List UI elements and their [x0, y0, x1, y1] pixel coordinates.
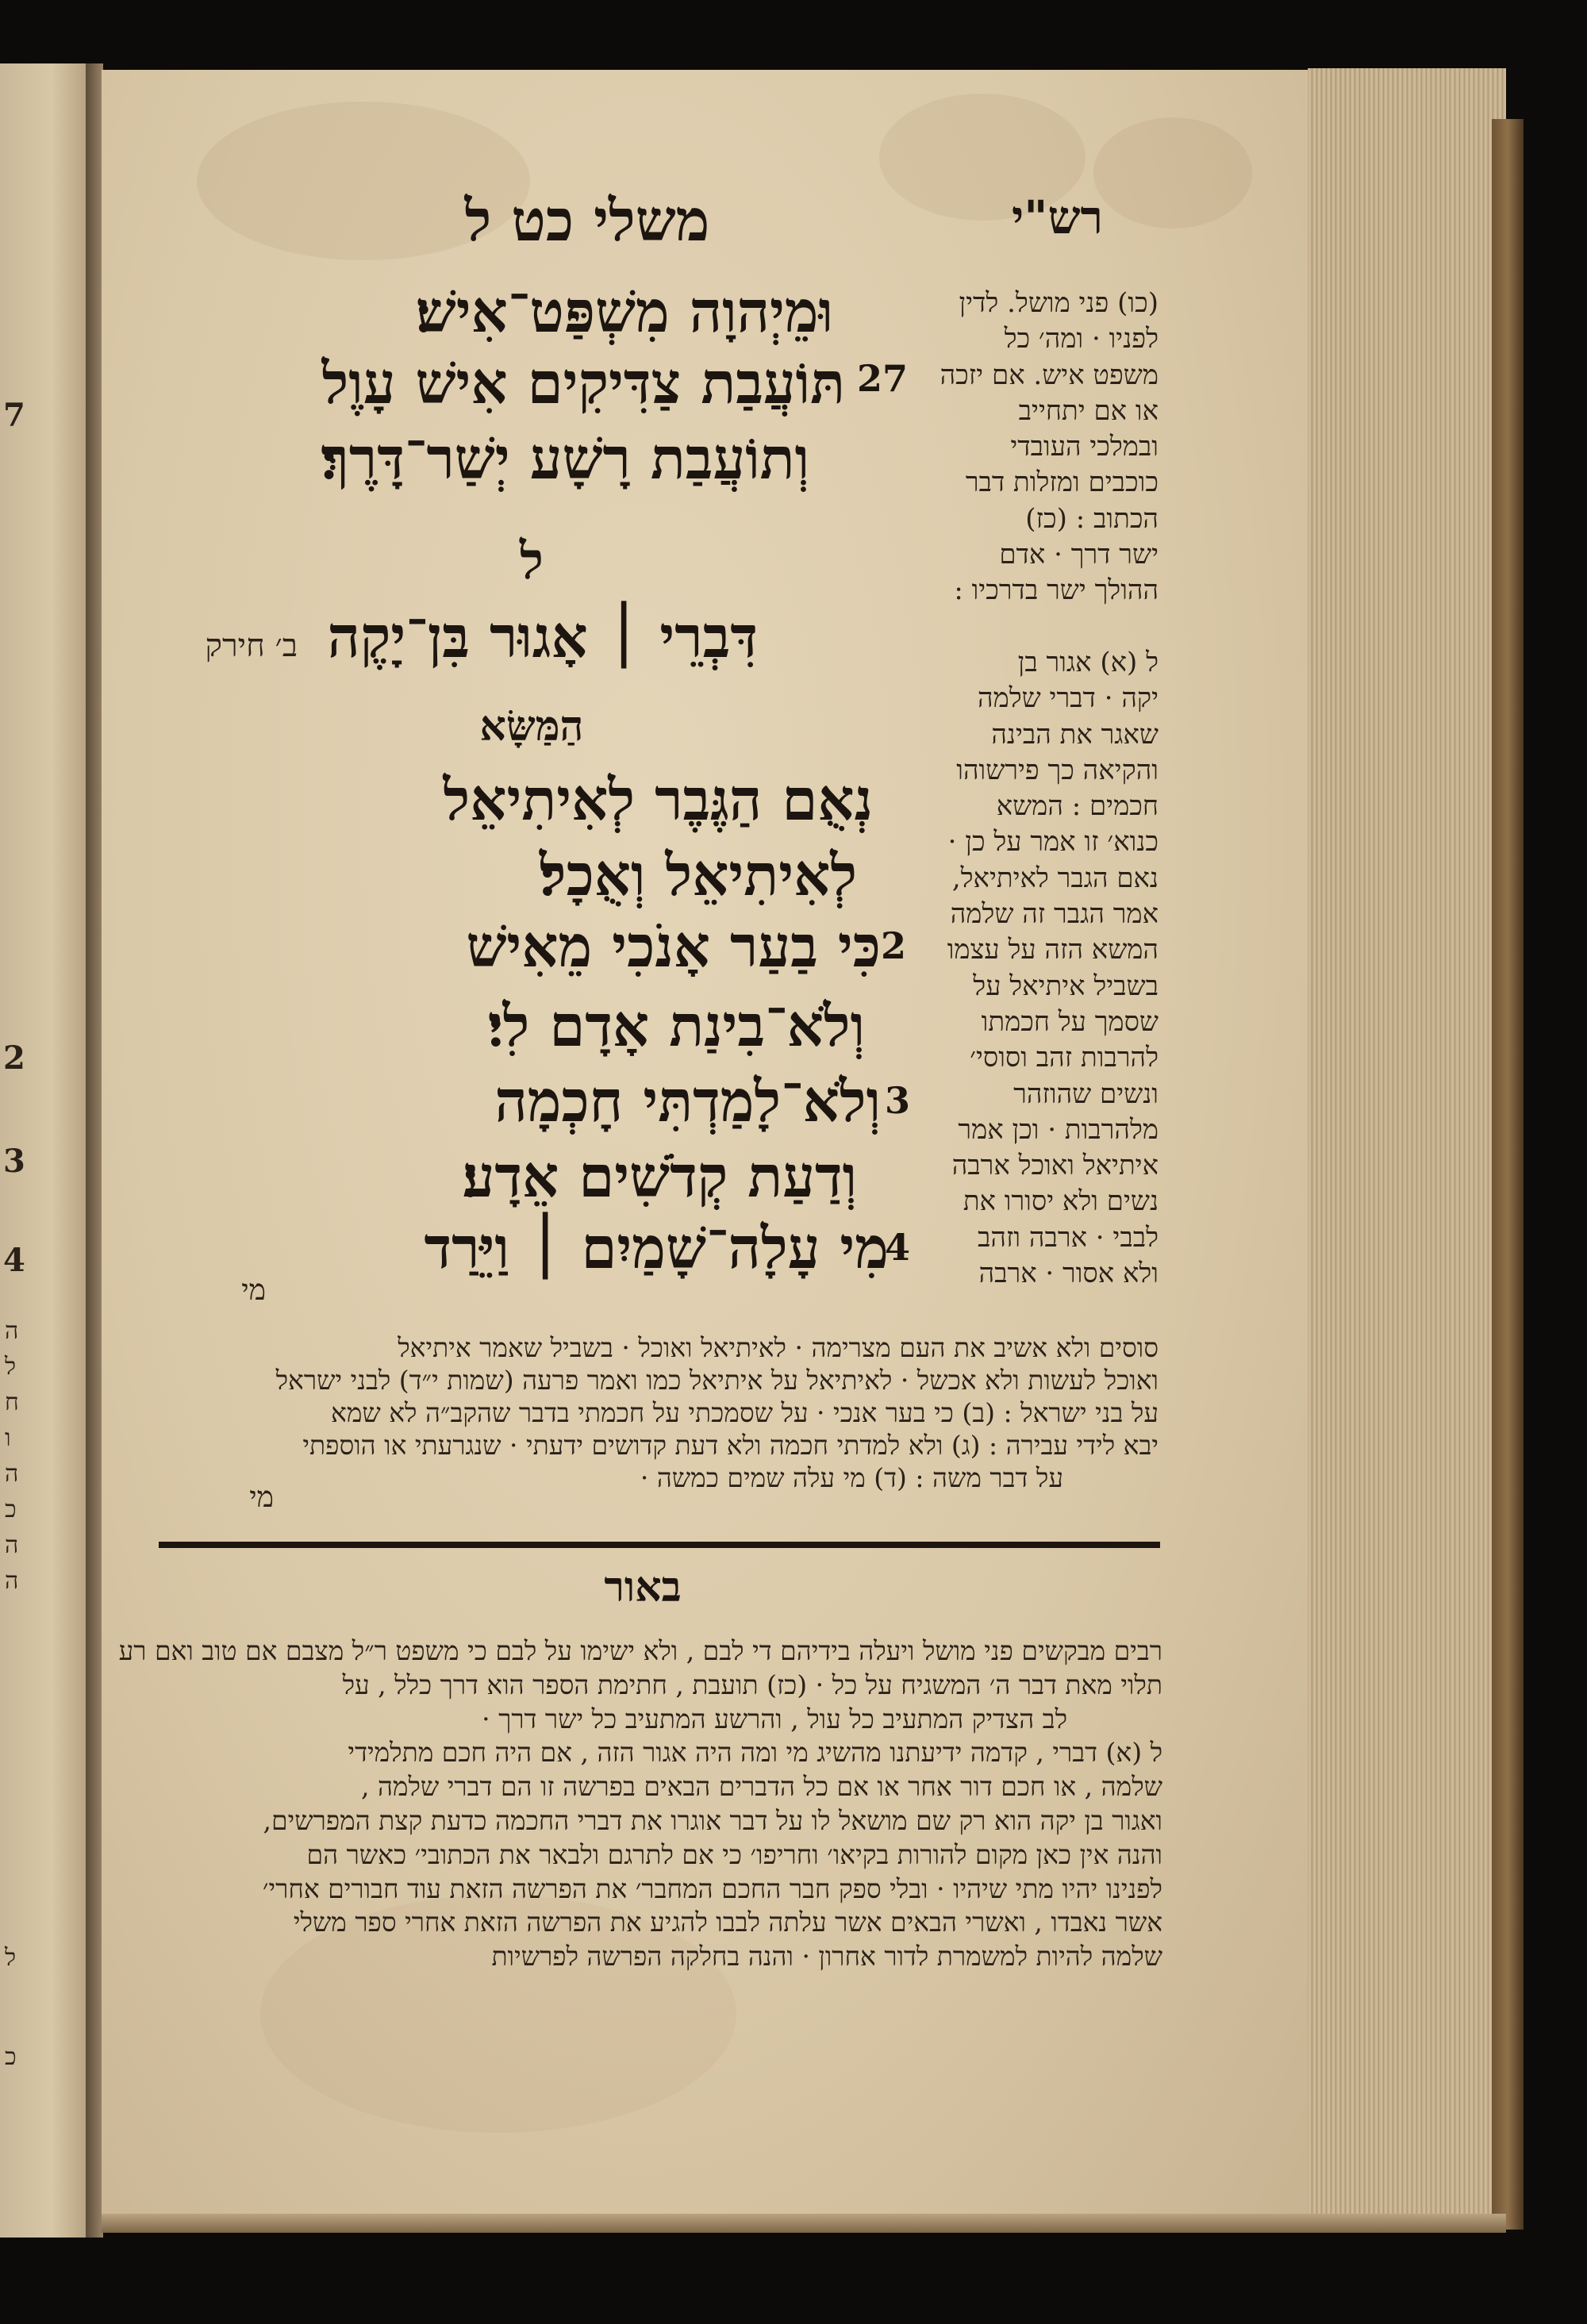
verse-line: כִּי בַעַר אָנֹכִי מֵאִישׁ [466, 912, 881, 980]
rashi-line: ההולך ישר בדרכיו : [954, 574, 1159, 607]
verse-line: דִּבְרֵי ׀ אָגוּר בִּן־יָקֶה [327, 603, 758, 670]
rashi-line: הכתוב : (כז) [1025, 502, 1159, 535]
verse-number: 27 [857, 357, 909, 400]
left-page-mark: כ [5, 2043, 17, 2071]
biur-line: ואגור בן יקה הוא רק שם מושאל לו על דבר אוגרו את דברי החכמה כדעת קצת המפרשים, [263, 1804, 1162, 1836]
rashi-catchword: מי [249, 1481, 274, 1514]
rashi-line: כוכבים ומזלות דבר [965, 467, 1159, 499]
rashi-line: לבבי · ארבה וזהב [978, 1221, 1159, 1254]
verse-line: וְתוֹעֲבַת רָשָׁע יְשַׁר־דָּרֶךְ׃ [321, 424, 809, 492]
hamasa-heading: הַמַּשָּׂא [479, 702, 584, 751]
biur-line: אשר נאבדו , ואשרי הבאים אשר עלתה לבבו להגיע את הפרשה הזאת אחרי ספר משלי [293, 1907, 1162, 1938]
rashi-line: נשים ולא יסורו את [963, 1185, 1159, 1218]
biur-line: לב הצדיק המתעיב כל עול , והרשע המתעיב כל ישר דרך · [482, 1703, 1067, 1734]
verse-line: וּמֵיְהוָה מִשְׁפַּט־אִישׁ׃ [415, 278, 833, 345]
biur-title: באור [604, 1563, 682, 1611]
biur-line: שלמה , או חכם דור אחר או אם כל הדברים הבאים בפרשה זו הם דברי שלמה , [360, 1771, 1162, 1803]
verse-line: נְאֻם הַגֶּבֶר לְאִיתִיאֵל [443, 766, 873, 833]
page-bottom-edge [102, 2214, 1506, 2233]
chapter-header: משלי כט ל [464, 186, 710, 254]
rashi-line: יקה · דברי שלמה [978, 682, 1159, 715]
verse-number: 2 [881, 924, 907, 967]
biur-commentary [118, 1634, 1162, 1974]
rashi-line: ונשים שהוזהר [1013, 1077, 1159, 1110]
rashi-line: מלהרבות · וכן אמר [958, 1113, 1159, 1146]
rashi-line: בשביל איתיאל על [973, 970, 1159, 1002]
biur-line: והנה אין כאן מקום להורות בקיאו׳ וחריפו׳ כי אם לתרגם ולבאר את הכתובי׳ כאשר הם [306, 1838, 1162, 1870]
paper-stain [1093, 117, 1252, 229]
verse-line: מִי עָלָה־שָׁמַיִם ׀ וַיֵּרַד [424, 1214, 889, 1281]
rashi-line: או אם יתחייב [1018, 394, 1159, 427]
left-page-mark: ה [5, 1460, 19, 1488]
rashi-line: המשא הזה על עצמו [947, 934, 1159, 966]
rashi-line: ישר דרך · אדם [999, 539, 1159, 571]
biur-line: לפנינו יהיו מתי שיהיו · ובלי ספק חבר החכם המחבר׳ את הפרשה הזאת עוד חבורים אחרי׳ [262, 1873, 1162, 1904]
biur-line: תלוי מאת דבר ה׳ המשגיח על כל · (כז) תועבת , חתימת הספר הוא דרך כלל , על [342, 1669, 1162, 1700]
rashi-continuation-line: יבא לידי עבירה : (ג) ולא למדתי חכמה ולא דעת קדושים ידעתי · שנגרעתי או הוספתי [302, 1430, 1159, 1461]
verse-line: לְאִיתִיאֵל וְאֻכָל׃ [539, 841, 857, 908]
rashi-line: ל (א) אגור בן [1017, 646, 1159, 678]
left-page-mark: ח [5, 1389, 19, 1416]
rashi-line: כנוא׳ זו אמר על כן · [947, 826, 1159, 859]
biur-line: ל (א) דברי , קדמה ידיעתנו מהשיג מי ומה היה אגור הזה , אם היה חכם מתלמידי [348, 1737, 1162, 1769]
left-page-mark: ה [5, 1567, 19, 1595]
rashi-line: משפט איש. אם יזכה [940, 359, 1159, 391]
biur-line: שלמה להיות למשמרת לדור אחרון · והנה בחלקה הפרשה לפרשיות [491, 1941, 1162, 1973]
rashi-line: ולא אסור · ארבה [978, 1258, 1159, 1290]
book-cover-edge [1492, 119, 1524, 2230]
biur-line: רבים מבקשים פני מושל ויעלה בידיהם די לבם , ולא ישימו על לבם כי משפט ר״ל מצבם אם טוב ואם רע [118, 1635, 1162, 1666]
left-page-mark: 2 [3, 1039, 25, 1077]
rashi-line: איתיאל ואוכל ארבה [951, 1150, 1159, 1182]
book-gutter [86, 63, 103, 2238]
left-page [0, 63, 86, 2238]
left-page-mark: 4 [3, 1242, 25, 1279]
left-page-mark: ו [5, 1424, 11, 1452]
rashi-continuation-line: ואוכל לעשות ולא אכשל · לאיתיאל על איתיאל כמו ואמר פרעה (שמות י״ד) לבני ישראל [275, 1365, 1159, 1396]
left-page-mark: ה [5, 1531, 19, 1559]
left-page-mark: 3 [3, 1143, 25, 1180]
rashi-line: אמר הגבר זה שלמה [950, 898, 1159, 931]
rashi-continuation-line: על בני ישראל : (ב) כי בער אנכי · על שסמכתי על חכמתי בדבר שהקב״ה לא שמא [331, 1397, 1159, 1428]
rashi-line: להרבות זהב וסוסי׳ [970, 1042, 1159, 1074]
rashi-line: נאם הגבר לאיתיאל, [951, 862, 1159, 894]
verse-line: וְלֹא־לָמַדְתִּי חָכְמָה [494, 1067, 881, 1135]
page-edges [1308, 68, 1506, 2226]
rashi-line: חכמים : המשא [996, 790, 1159, 823]
rashi-continuation-line: סוסים ולא אשיב את העם מצרימה · לאיתיאל ואוכל · בשביל שאמר איתיאל [398, 1332, 1159, 1363]
rashi-line: שסמך על חכמתו [981, 1005, 1159, 1038]
rashi-continuation [159, 1331, 1159, 1494]
left-page-mark: 7 [3, 397, 25, 434]
rashi-continuation-line: על דבר משה : (ד) מי עלה שמים כמשה · [640, 1462, 1063, 1493]
verse-line: תּוֹעֲבַת צַדִּיקִים אִישׁ עָוֶל [321, 349, 845, 417]
verse-line: וְדַעַת קְדֹשִׁים אֵדָע׃ [462, 1143, 857, 1210]
section-divider [159, 1542, 1160, 1548]
chapter-letter: ל [520, 532, 544, 591]
masorah-note: ב׳ חירק [205, 628, 298, 664]
left-page-mark: כ [5, 1496, 17, 1523]
rashi-line: ובמלכי העובדי [1010, 431, 1159, 463]
rashi-commentary [920, 286, 1159, 1292]
rashi-title: רש"י [1012, 190, 1103, 244]
rashi-line: והקיאה כך פירשוהו [956, 754, 1159, 786]
left-page-mark: ה [5, 1317, 19, 1345]
verse-line: וְלֹא־בִינַת אָדָם לִי׃ [487, 992, 865, 1059]
verse-number: 4 [885, 1226, 911, 1269]
left-page-mark: ל [5, 1353, 17, 1381]
left-page-mark: ל [5, 1944, 17, 1972]
rashi-line [920, 609, 1159, 645]
rashi-line: לפניו · ומה׳ כל [1004, 323, 1159, 355]
main-catchword: מי [241, 1274, 266, 1307]
rashi-line: (כו) פני מושל. לדין [959, 287, 1159, 319]
verse-number: 3 [885, 1079, 911, 1122]
rashi-line: שאגר את הבינה [991, 718, 1159, 751]
